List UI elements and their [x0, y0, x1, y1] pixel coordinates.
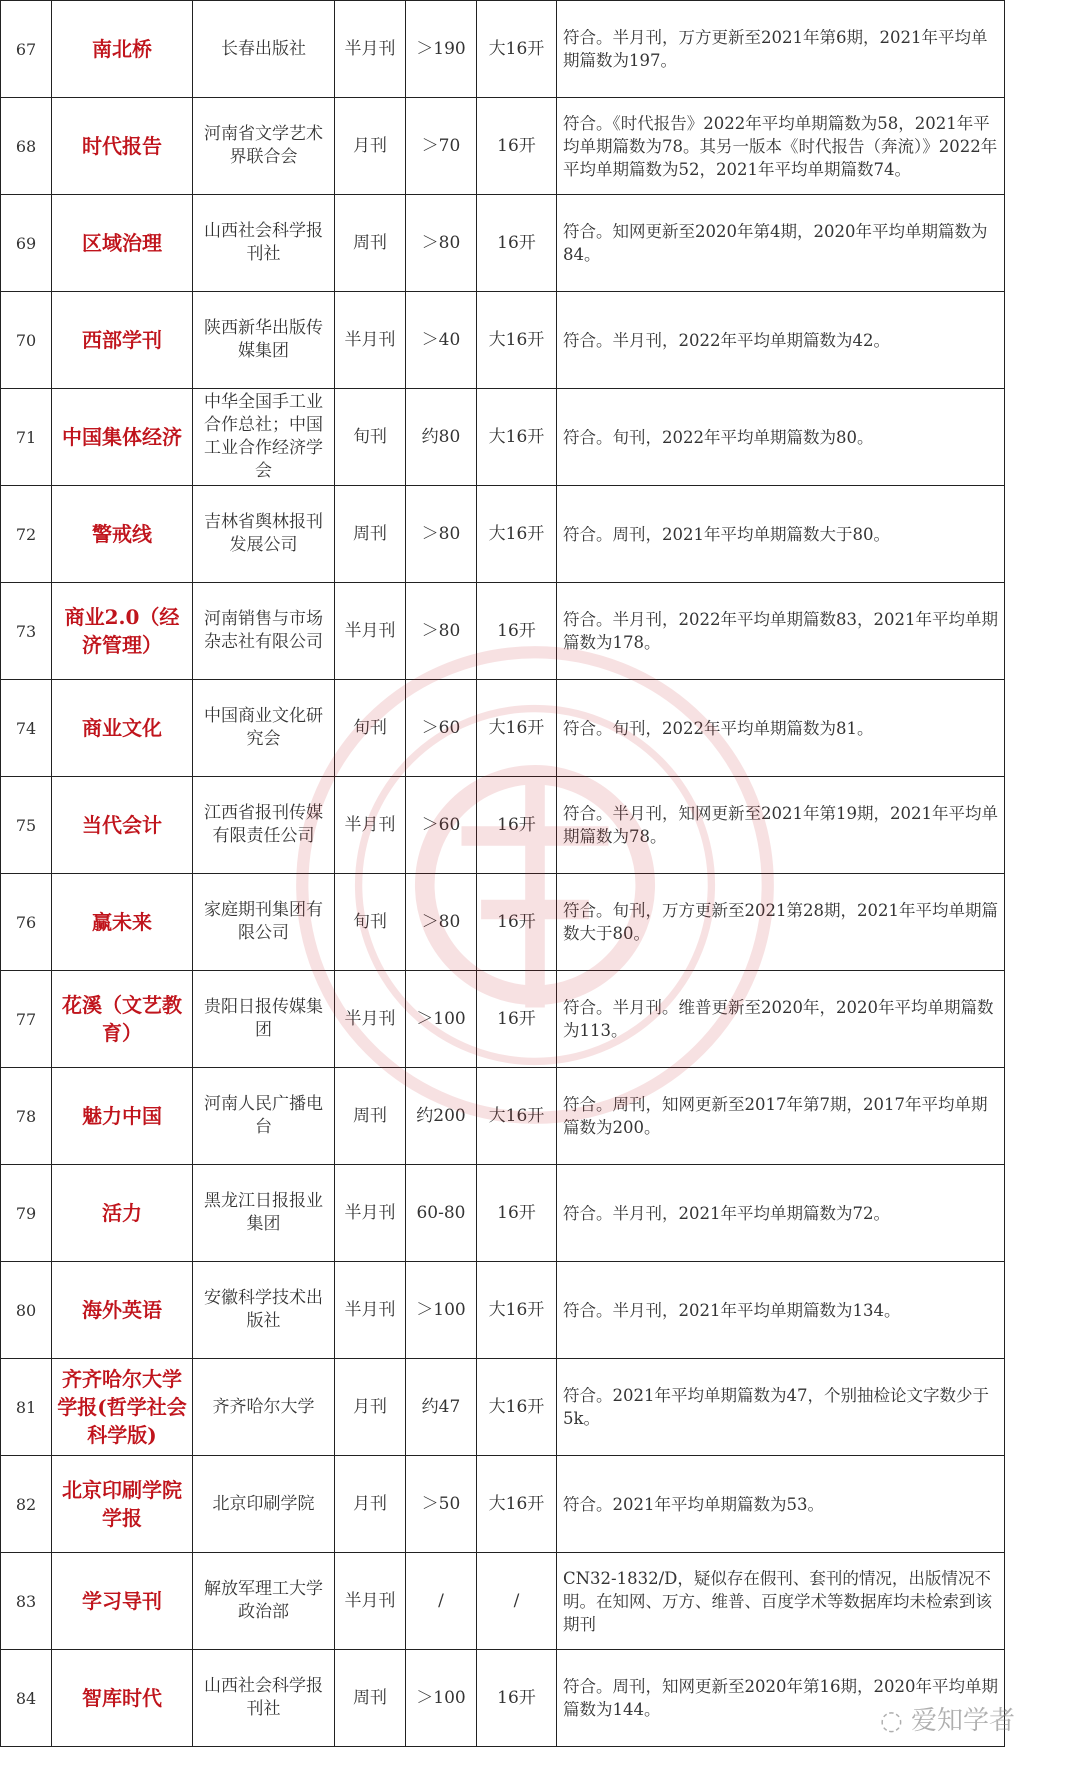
row-number-cell: 83	[1, 1553, 52, 1650]
table-row	[1, 874, 1005, 971]
format-cell: 大16开	[477, 1, 557, 98]
note-cell: 符合。半月刊。维普更新至2020年，2020年平均单期篇数为113。	[557, 971, 1005, 1068]
journal-name-cell: 警戒线	[52, 486, 193, 583]
frequency-cell: 半月刊	[335, 583, 406, 680]
row-number-cell: 71	[1, 389, 52, 486]
article-count-cell: 约47	[406, 1359, 477, 1456]
publisher-cell: 江西省报刊传媒有限责任公司	[193, 777, 335, 874]
format-cell: 大16开	[477, 680, 557, 777]
format-cell: 大16开	[477, 1456, 557, 1553]
article-count-cell: ＞100	[406, 1262, 477, 1359]
format-cell: 16开	[477, 1650, 557, 1747]
row-number-cell: 75	[1, 777, 52, 874]
row-number-cell: 84	[1, 1650, 52, 1747]
publisher-cell: 齐齐哈尔大学	[193, 1359, 335, 1456]
journal-name-cell: 海外英语	[52, 1262, 193, 1359]
article-count-cell: ＞100	[406, 1650, 477, 1747]
table-row	[1, 680, 1005, 777]
format-cell: 大16开	[477, 1359, 557, 1456]
note-cell: 符合。周刊，2021年平均单期篇数大于80。	[557, 486, 1005, 583]
row-number-cell: 78	[1, 1068, 52, 1165]
table-row	[1, 1553, 1005, 1650]
journal-name-cell: 智库时代	[52, 1650, 193, 1747]
note-cell: 符合。2021年平均单期篇数为53。	[557, 1456, 1005, 1553]
publisher-cell: 河南销售与市场杂志社有限公司	[193, 583, 335, 680]
table-row	[1, 486, 1005, 583]
note-cell: 符合。半月刊，2021年平均单期篇数为134。	[557, 1262, 1005, 1359]
frequency-cell: 月刊	[335, 1359, 406, 1456]
note-cell: 符合。2021年平均单期篇数为47，个别抽检论文字数少于5k。	[557, 1359, 1005, 1456]
row-number-cell: 73	[1, 583, 52, 680]
format-cell: 16开	[477, 971, 557, 1068]
article-count-cell: ＞60	[406, 680, 477, 777]
publisher-cell: 河南人民广播电台	[193, 1068, 335, 1165]
journal-name-cell: 西部学刊	[52, 292, 193, 389]
format-cell: 16开	[477, 195, 557, 292]
table-row	[1, 292, 1005, 389]
article-count-cell: ＞100	[406, 971, 477, 1068]
publisher-cell: 贵阳日报传媒集团	[193, 971, 335, 1068]
article-count-cell: 约80	[406, 389, 477, 486]
note-cell: 符合。旬刊，2022年平均单期篇数为80。	[557, 389, 1005, 486]
frequency-cell: 旬刊	[335, 874, 406, 971]
format-cell: 16开	[477, 874, 557, 971]
publisher-cell: 中华全国手工业合作总社；中国工业合作经济学会	[193, 389, 335, 486]
frequency-cell: 半月刊	[335, 777, 406, 874]
table-row	[1, 195, 1005, 292]
article-count-cell: ＞80	[406, 486, 477, 583]
table-row	[1, 98, 1005, 195]
article-count-cell: 60-80	[406, 1165, 477, 1262]
frequency-cell: 月刊	[335, 98, 406, 195]
frequency-cell: 月刊	[335, 1456, 406, 1553]
frequency-cell: 周刊	[335, 195, 406, 292]
row-number-cell: 81	[1, 1359, 52, 1456]
row-number-cell: 80	[1, 1262, 52, 1359]
frequency-cell: 半月刊	[335, 1553, 406, 1650]
publisher-cell: 山西社会科学报刊社	[193, 1650, 335, 1747]
format-cell: 大16开	[477, 1068, 557, 1165]
journal-name-cell: 区域治理	[52, 195, 193, 292]
frequency-cell: 半月刊	[335, 1, 406, 98]
table-row	[1, 1262, 1005, 1359]
journal-name-cell: 赢未来	[52, 874, 193, 971]
article-count-cell: ＞60	[406, 777, 477, 874]
note-cell: 符合。半月刊，2022年平均单期篇数为42。	[557, 292, 1005, 389]
article-count-cell: ＞50	[406, 1456, 477, 1553]
format-cell: 大16开	[477, 1262, 557, 1359]
row-number-cell: 72	[1, 486, 52, 583]
publisher-cell: 中国商业文化研究会	[193, 680, 335, 777]
format-cell: 16开	[477, 583, 557, 680]
article-count-cell: ＞80	[406, 874, 477, 971]
journal-name-cell: 学习导刊	[52, 1553, 193, 1650]
journal-name-cell: 齐齐哈尔大学学报(哲学社会科学版)	[52, 1359, 193, 1456]
table-row	[1, 1456, 1005, 1553]
note-cell: 符合。半月刊，万方更新至2021年第6期，2021年平均单期篇数为197。	[557, 1, 1005, 98]
row-number-cell: 74	[1, 680, 52, 777]
table-row	[1, 1650, 1005, 1747]
journal-name-cell: 活力	[52, 1165, 193, 1262]
row-number-cell: 79	[1, 1165, 52, 1262]
article-count-cell: ＞190	[406, 1, 477, 98]
table-row	[1, 1165, 1005, 1262]
frequency-cell: 周刊	[335, 1650, 406, 1747]
note-cell: 符合。旬刊，2022年平均单期篇数为81。	[557, 680, 1005, 777]
format-cell: 大16开	[477, 389, 557, 486]
publisher-cell: 长春出版社	[193, 1, 335, 98]
frequency-cell: 半月刊	[335, 1165, 406, 1262]
frequency-cell: 旬刊	[335, 680, 406, 777]
table-row	[1, 1, 1005, 98]
frequency-cell: 半月刊	[335, 292, 406, 389]
table-row	[1, 583, 1005, 680]
table-row	[1, 1359, 1005, 1456]
row-number-cell: 76	[1, 874, 52, 971]
journal-name-cell: 当代会计	[52, 777, 193, 874]
table-row	[1, 1068, 1005, 1165]
frequency-cell: 周刊	[335, 1068, 406, 1165]
row-number-cell: 69	[1, 195, 52, 292]
journal-name-cell: 时代报告	[52, 98, 193, 195]
publisher-cell: 解放军理工大学政治部	[193, 1553, 335, 1650]
frequency-cell: 半月刊	[335, 1262, 406, 1359]
note-cell: 符合。半月刊，知网更新至2021年第19期，2021年平均单期篇数为78。	[557, 777, 1005, 874]
journal-name-cell: 北京印刷学院学报	[52, 1456, 193, 1553]
publisher-cell: 家庭期刊集团有限公司	[193, 874, 335, 971]
note-cell: CN32-1832/D，疑似存在假刊、套刊的情况，出版情况不明。在知网、万方、维普、百度学术等数据库均未检索到该期刊	[557, 1553, 1005, 1650]
format-cell: 大16开	[477, 486, 557, 583]
journal-name-cell: 南北桥	[52, 1, 193, 98]
article-count-cell: ＞70	[406, 98, 477, 195]
article-count-cell: 约200	[406, 1068, 477, 1165]
table-row	[1, 777, 1005, 874]
note-cell: 符合。半月刊，2022年平均单期篇数83，2021年平均单期篇数为178。	[557, 583, 1005, 680]
frequency-cell: 半月刊	[335, 971, 406, 1068]
table-row	[1, 971, 1005, 1068]
note-cell: 符合。周刊，知网更新至2020年第16期，2020年平均单期篇数为144。	[557, 1650, 1005, 1747]
table-row	[1, 389, 1005, 486]
journal-name-cell: 商业文化	[52, 680, 193, 777]
note-cell: 符合。周刊，知网更新至2017年第7期，2017年平均单期篇数为200。	[557, 1068, 1005, 1165]
publisher-cell: 吉林省舆林报刊发展公司	[193, 486, 335, 583]
row-number-cell: 70	[1, 292, 52, 389]
publisher-cell: 北京印刷学院	[193, 1456, 335, 1553]
format-cell: 大16开	[477, 292, 557, 389]
row-number-cell: 68	[1, 98, 52, 195]
wechat-icon: ◌	[880, 1706, 911, 1736]
article-count-cell: ＞80	[406, 195, 477, 292]
note-cell: 符合。旬刊，万方更新至2021第28期，2021年平均单期篇数大于80。	[557, 874, 1005, 971]
journal-name-cell: 商业2.0（经济管理）	[52, 583, 193, 680]
format-cell: /	[477, 1553, 557, 1650]
frequency-cell: 旬刊	[335, 389, 406, 486]
format-cell: 16开	[477, 1165, 557, 1262]
format-cell: 16开	[477, 777, 557, 874]
journal-name-cell: 中国集体经济	[52, 389, 193, 486]
note-cell: 符合。知网更新至2020年第4期，2020年平均单期篇数为84。	[557, 195, 1005, 292]
publisher-cell: 安徽科学技术出版社	[193, 1262, 335, 1359]
frequency-cell: 周刊	[335, 486, 406, 583]
publisher-cell: 山西社会科学报刊社	[193, 195, 335, 292]
publisher-cell: 黑龙江日报报业集团	[193, 1165, 335, 1262]
format-cell: 16开	[477, 98, 557, 195]
article-count-cell: ＞40	[406, 292, 477, 389]
publisher-cell: 陕西新华出版传媒集团	[193, 292, 335, 389]
row-number-cell: 82	[1, 1456, 52, 1553]
row-number-cell: 67	[1, 1, 52, 98]
article-count-cell: ＞80	[406, 583, 477, 680]
publisher-cell: 河南省文学艺术界联合会	[193, 98, 335, 195]
journal-name-cell: 花溪（文艺教育）	[52, 971, 193, 1068]
journal-name-cell: 魅力中国	[52, 1068, 193, 1165]
note-cell: 符合。《时代报告》2022年平均单期篇数为58，2021年平均单期篇数为78。其另一版本《时代报告（奔流）》2022年平均单期篇数为52，2021年平均单期篇数74。	[557, 98, 1005, 195]
note-cell: 符合。半月刊，2021年平均单期篇数为72。	[557, 1165, 1005, 1262]
row-number-cell: 77	[1, 971, 52, 1068]
wechat-watermark: ◌ 爱知学者	[880, 1706, 1015, 1736]
article-count-cell: /	[406, 1553, 477, 1650]
